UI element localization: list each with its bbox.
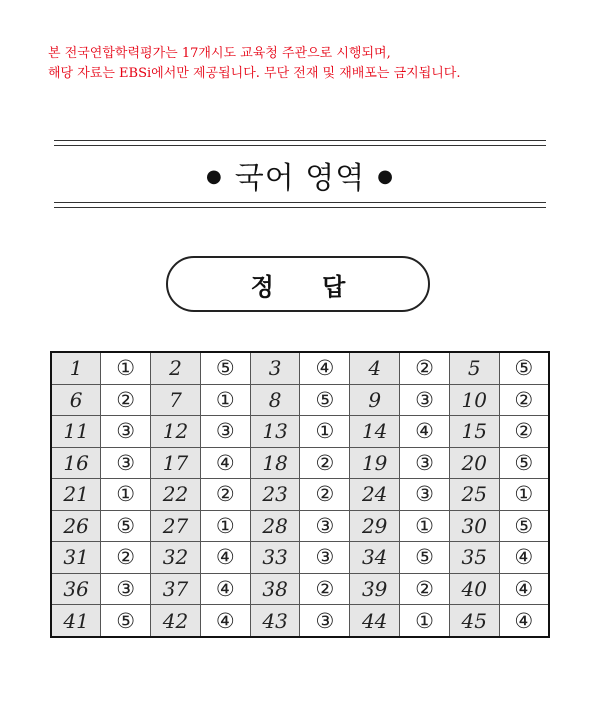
question-number: 9	[350, 384, 400, 416]
question-number: 44	[350, 605, 400, 637]
question-number: 28	[250, 510, 300, 542]
question-number: 2	[151, 352, 201, 384]
question-number: 1	[51, 352, 101, 384]
notice-line-2: 해당 자료는 EBSi에서만 제공됩니다. 무단 전재 및 재배포는 금지됩니다.	[48, 66, 461, 81]
table-row	[51, 416, 549, 448]
answer-choice: ⑤	[101, 510, 151, 542]
answer-choice: ④	[400, 416, 450, 448]
question-number: 36	[51, 573, 101, 605]
question-number: 43	[250, 605, 300, 637]
question-number: 12	[151, 416, 201, 448]
answer-choice: ①	[200, 384, 250, 416]
question-number: 38	[250, 573, 300, 605]
answer-choice: ②	[499, 384, 549, 416]
answer-choice: ①	[400, 510, 450, 542]
question-number: 19	[350, 447, 400, 479]
table-row	[51, 510, 549, 542]
question-number: 23	[250, 479, 300, 511]
title-rule-bottom	[54, 202, 546, 208]
answer-choice: ⑤	[499, 447, 549, 479]
answer-choice: ⑤	[499, 352, 549, 384]
question-number: 37	[151, 573, 201, 605]
question-number: 17	[151, 447, 201, 479]
answer-choice: ②	[300, 573, 350, 605]
question-number: 40	[449, 573, 499, 605]
answer-choice: ④	[300, 352, 350, 384]
answer-choice: ①	[101, 479, 151, 511]
table-row	[51, 605, 549, 637]
table-row	[51, 447, 549, 479]
question-number: 15	[449, 416, 499, 448]
answer-choice: ⑤	[499, 510, 549, 542]
bullet-right-icon: ●	[377, 165, 394, 187]
answer-choice: ②	[300, 479, 350, 511]
bullet-left-icon: ●	[206, 165, 223, 187]
answer-choice: ④	[499, 605, 549, 637]
question-number: 33	[250, 542, 300, 574]
question-number: 4	[350, 352, 400, 384]
table-row	[51, 573, 549, 605]
answer-choice: ③	[101, 573, 151, 605]
answer-choice: ②	[300, 447, 350, 479]
table-row	[51, 542, 549, 574]
question-number: 16	[51, 447, 101, 479]
question-number: 7	[151, 384, 201, 416]
question-number: 29	[350, 510, 400, 542]
question-number: 31	[51, 542, 101, 574]
answer-choice: ⑤	[101, 605, 151, 637]
answer-choice: ②	[400, 352, 450, 384]
question-number: 5	[449, 352, 499, 384]
answer-choice: ①	[300, 416, 350, 448]
answer-table	[50, 351, 550, 638]
answer-choice: ①	[499, 479, 549, 511]
notice-line-1: 본 전국연합학력평가는 17개시도 교육청 주관으로 시행되며,	[48, 46, 391, 61]
answer-choice: ③	[400, 384, 450, 416]
question-number: 3	[250, 352, 300, 384]
question-number: 6	[51, 384, 101, 416]
answer-choice: ③	[300, 510, 350, 542]
answer-choice: ①	[400, 605, 450, 637]
answer-choice: ②	[400, 573, 450, 605]
answer-choice: ⑤	[300, 384, 350, 416]
question-number: 18	[250, 447, 300, 479]
question-number: 10	[449, 384, 499, 416]
answer-choice: ④	[200, 573, 250, 605]
answer-choice: ②	[200, 479, 250, 511]
answer-choice: ③	[300, 542, 350, 574]
answer-label: 정 답	[166, 256, 430, 312]
subject-title-text: 국어 영역	[234, 161, 366, 196]
question-number: 41	[51, 605, 101, 637]
title-rule-top	[54, 140, 546, 146]
answer-choice: ③	[300, 605, 350, 637]
answer-choice: ②	[101, 542, 151, 574]
answer-choice: ④	[200, 605, 250, 637]
answer-choice: ③	[200, 416, 250, 448]
question-number: 22	[151, 479, 201, 511]
question-number: 34	[350, 542, 400, 574]
question-number: 25	[449, 479, 499, 511]
answer-choice: ③	[101, 447, 151, 479]
answer-choice: ④	[200, 542, 250, 574]
question-number: 42	[151, 605, 201, 637]
question-number: 30	[449, 510, 499, 542]
answer-choice: ⑤	[200, 352, 250, 384]
copyright-notice	[48, 44, 588, 84]
question-number: 21	[51, 479, 101, 511]
answer-table-body	[51, 352, 549, 637]
answer-choice: ④	[200, 447, 250, 479]
question-number: 20	[449, 447, 499, 479]
answer-choice: ④	[499, 542, 549, 574]
answer-choice: ③	[400, 479, 450, 511]
table-row	[51, 384, 549, 416]
table-row	[51, 352, 549, 384]
answer-choice: ③	[101, 416, 151, 448]
answer-choice: ③	[400, 447, 450, 479]
question-number: 27	[151, 510, 201, 542]
question-number: 13	[250, 416, 300, 448]
answer-choice: ①	[200, 510, 250, 542]
answer-choice: ②	[101, 384, 151, 416]
question-number: 35	[449, 542, 499, 574]
question-number: 24	[350, 479, 400, 511]
answer-choice: ⑤	[400, 542, 450, 574]
question-number: 14	[350, 416, 400, 448]
answer-choice: ④	[499, 573, 549, 605]
answer-choice: ①	[101, 352, 151, 384]
subject-title	[54, 150, 546, 200]
question-number: 32	[151, 542, 201, 574]
question-number: 26	[51, 510, 101, 542]
question-number: 45	[449, 605, 499, 637]
question-number: 39	[350, 573, 400, 605]
answer-choice: ②	[499, 416, 549, 448]
table-row	[51, 479, 549, 511]
question-number: 11	[51, 416, 101, 448]
question-number: 8	[250, 384, 300, 416]
